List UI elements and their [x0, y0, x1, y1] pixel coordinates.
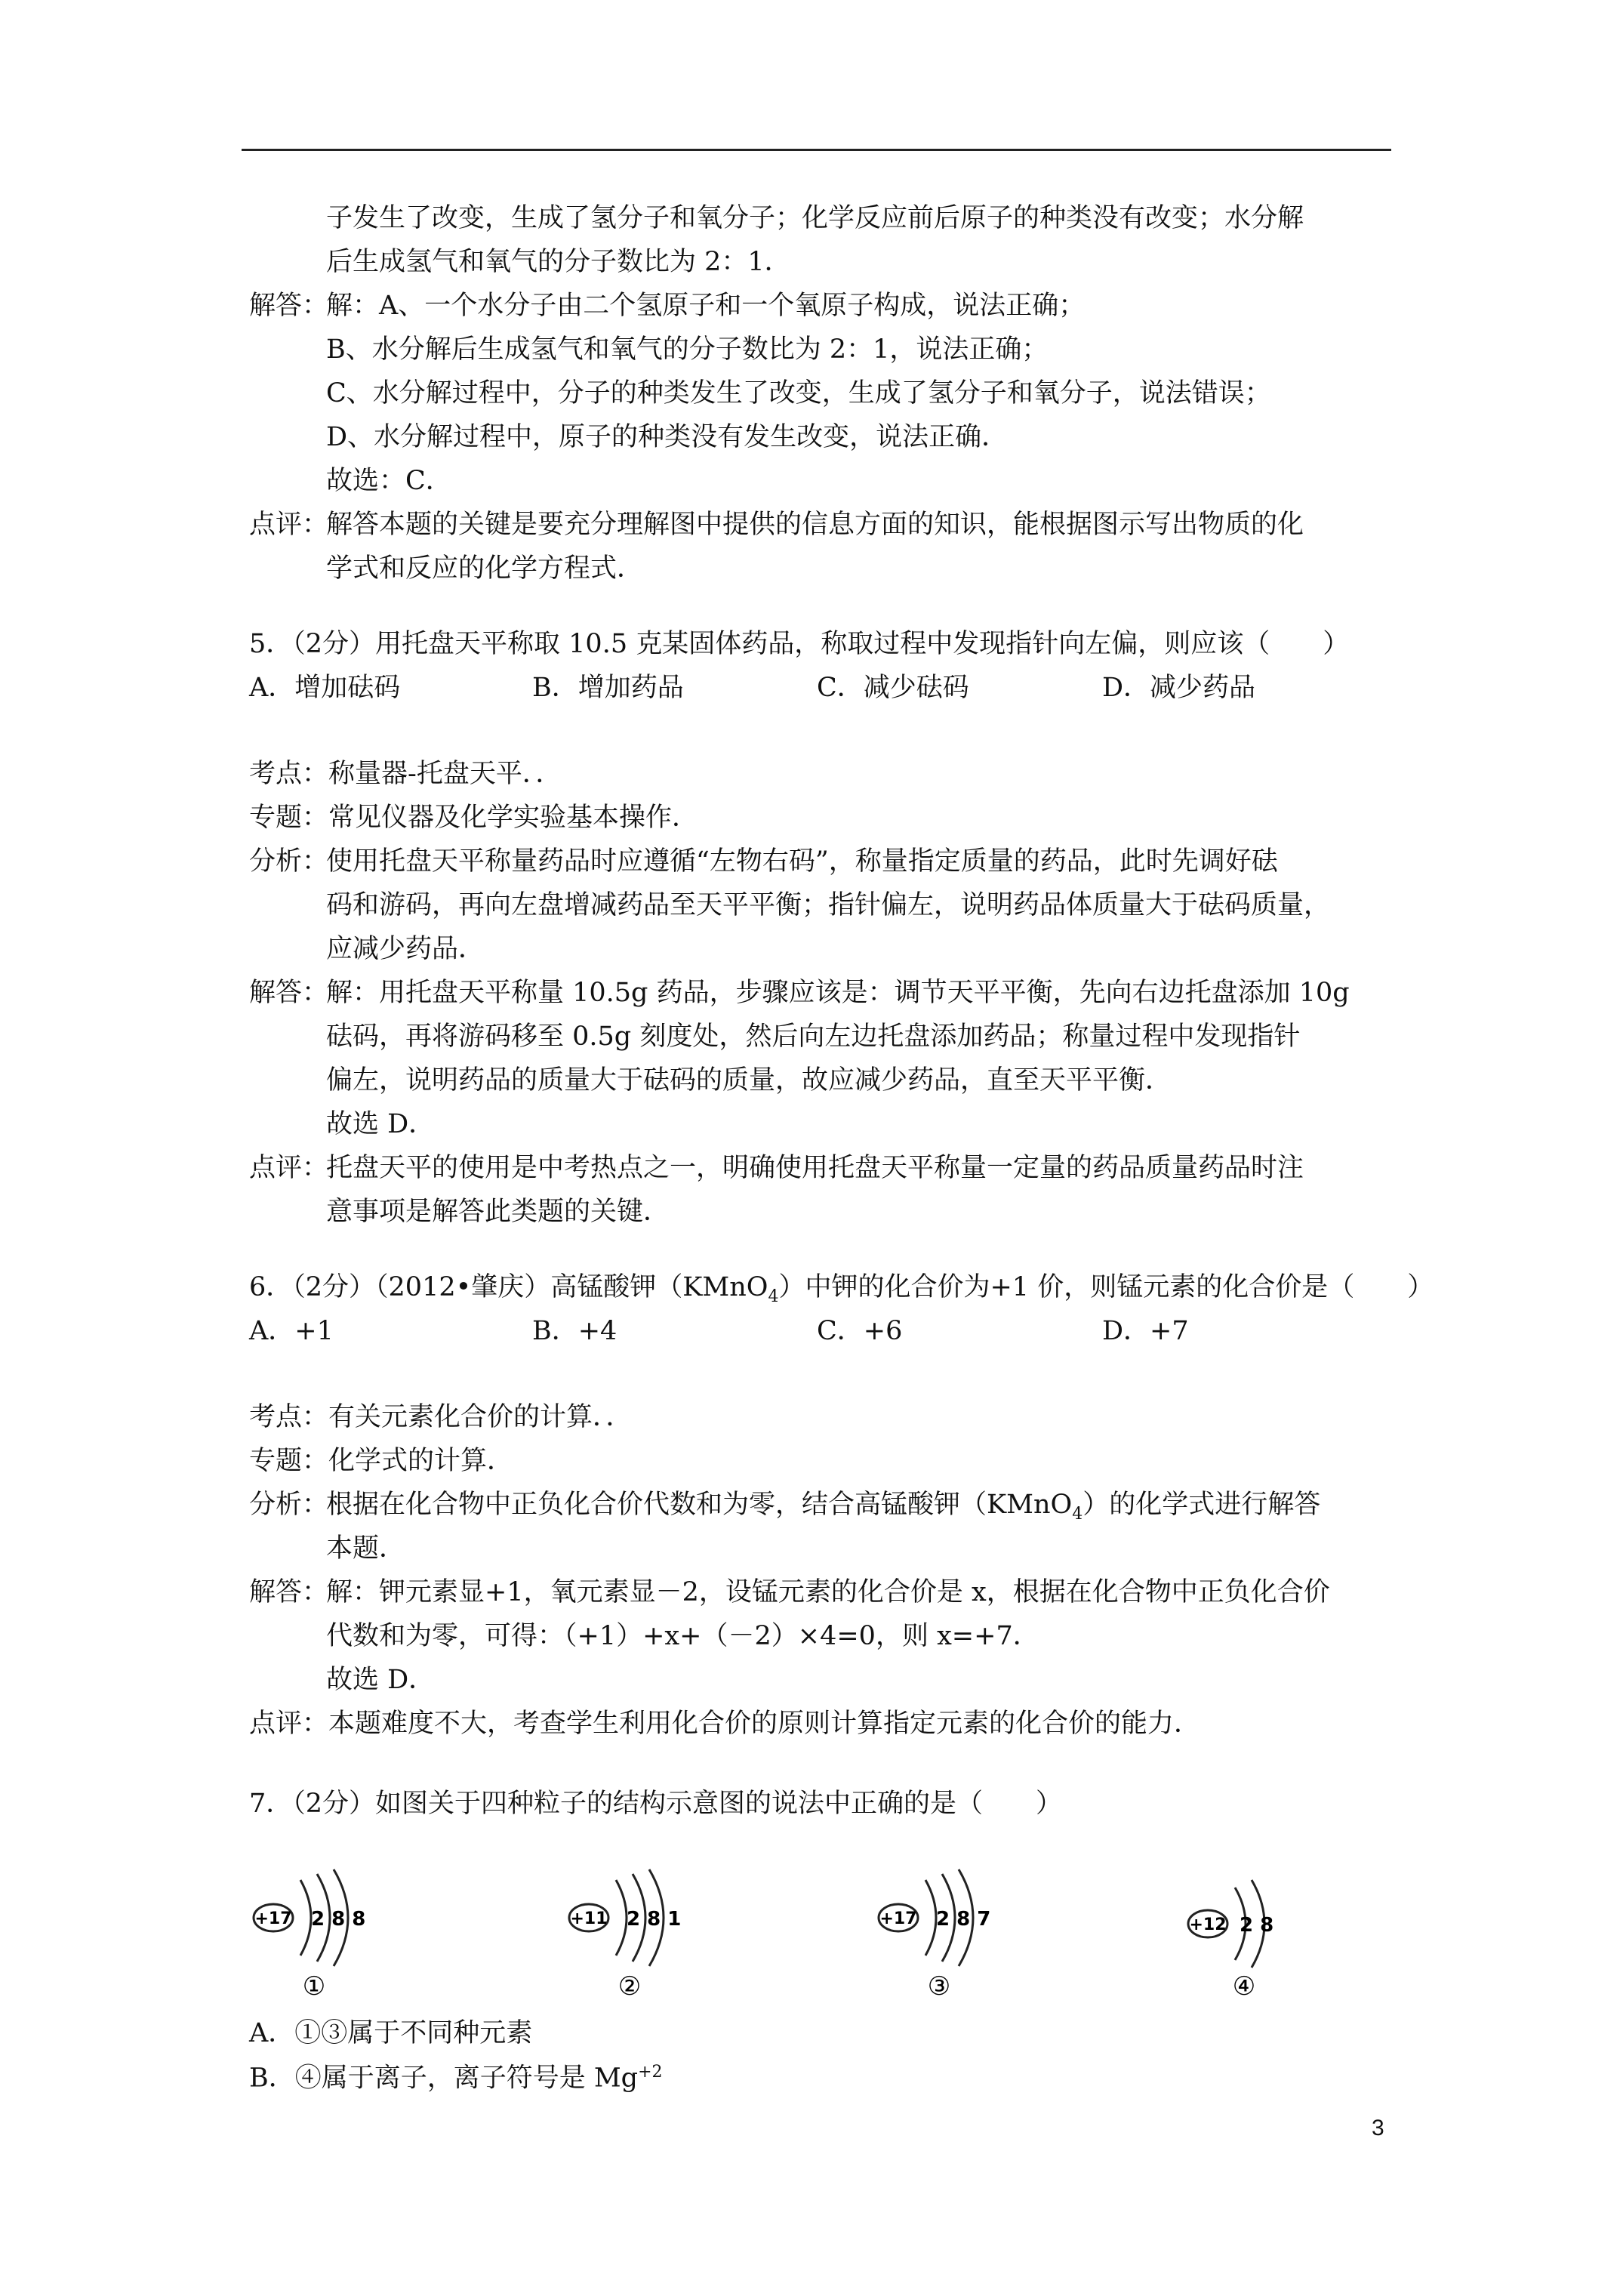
- q5-option-a: A．增加砝码: [249, 673, 401, 703]
- q5-comment-label: 点评：: [249, 1153, 329, 1183]
- q4-answer-choice: 故选：C．: [326, 466, 452, 496]
- electron-shells-4: 2 8: [1240, 1914, 1274, 1937]
- q4-analysis-cont-2: 后生成氢气和氧气的分子数比为 2：1．: [326, 247, 791, 277]
- electron-shells-1: 2 8 8: [311, 1908, 366, 1931]
- q6-kaodian: 考点：有关元素化合价的计算．．: [249, 1402, 633, 1432]
- atom-diagram-3: [874, 1865, 1010, 2001]
- q5-analysis-1: 使用托盘天平称量药品时应遵循“左物右码”，称量指定质量的药品，此时先调好砝: [326, 846, 1278, 877]
- q4-answer-label: 解答：: [249, 291, 329, 321]
- q5-option-d: D．减少药品: [1102, 673, 1256, 703]
- q7-option-a: A．①③属于不同种元素: [249, 2018, 533, 2048]
- q4-answer-a: 解：A、一个水分子由二个氢原子和一个氧原子构成，说法正确；: [326, 291, 1086, 321]
- q4-answer-d: D、水分解过程中，原子的种类没有发生改变，说法正确．: [326, 422, 1009, 452]
- q6-option-c: C．+6: [817, 1316, 903, 1346]
- q6-zhuanti: 专题：化学式的计算．: [249, 1446, 514, 1476]
- q6-analysis-1: 根据在化合物中正负化合价代数和为零，结合高锰酸钾（KMnO$_4$）的化学式进行解答: [326, 1490, 1321, 1524]
- q4-comment-2: 学式和反应的化学方程式．: [326, 553, 644, 584]
- q5-option-b: B．增加药品: [532, 673, 684, 703]
- q5-analysis-2: 码和游码，再向左盘增减药品至天平平衡；指针偏左，说明药品体质量大于砝码质量，: [326, 890, 1331, 920]
- q6-comment: 点评：本题难度不大，考查学生利用化合价的原则计算指定元素的化合价的能力．: [249, 1709, 1201, 1739]
- q5-comment-1: 托盘天平的使用是中考热点之一，明确使用托盘天平称量一定量的药品质量药品时注: [326, 1153, 1304, 1183]
- q7-option-b: B．④属于离子，离子符号是 $Mg^{+2}$: [249, 2063, 663, 2094]
- q6-answer-choice: 故选 D．: [326, 1665, 436, 1695]
- nucleus-charge-2: +11: [570, 1909, 608, 1928]
- q4-answer-b: B、水分解后生成氢气和氧气的分子数比为 2：1，说法正确；: [326, 334, 1049, 365]
- atom-diagram-2: [565, 1865, 701, 2001]
- q5-analysis-label: 分析：: [249, 846, 329, 877]
- q6-option-a: A．+1: [249, 1316, 334, 1346]
- q5-stem: 5．（2分）用托盘天平称取 10.5 克某固体药品，称取过程中发现指针向左偏，则应该（ ）: [249, 629, 1350, 659]
- q4-answer-c: C、水分解过程中，分子的种类发生了改变，生成了氢分子和氧分子，说法错误；: [326, 378, 1271, 408]
- q5-answer-choice: 故选 D．: [326, 1109, 436, 1139]
- q6-option-d: D．+7: [1102, 1316, 1189, 1346]
- q5-answer-2: 砝码，再将游码移至 0.5g 刻度处，然后向左边托盘添加药品；称量过程中发现指针: [326, 1022, 1301, 1052]
- q6-answer-1: 解：钾元素显+1，氧元素显－2，设锰元素的化合价是 x，根据在化合物中正负化合价: [326, 1577, 1330, 1607]
- q6-answer-2: 代数和为零，可得：（+1）+x+（－2）×4=0，则 x=+7．: [326, 1621, 1039, 1651]
- q6-stem: 6．（2分）（2012•肇庆）高锰酸钾（KMnO$_4$）中钾的化合价为+1 价，则锰元素的化合价是（ ）: [249, 1272, 1434, 1306]
- nucleus-charge-1: +17: [254, 1909, 292, 1928]
- q4-comment-label: 点评：: [249, 510, 329, 540]
- q5-zhuanti: 专题：常见仪器及化学实验基本操作．: [249, 803, 699, 833]
- header-rule: [242, 149, 1391, 151]
- q7-stem: 7．（2分）如图关于四种粒子的结构示意图的说法中正确的是（ ）: [249, 1789, 1063, 1819]
- q6-analysis-label: 分析：: [249, 1490, 329, 1520]
- q5-comment-2: 意事项是解答此类题的关键．: [326, 1197, 670, 1227]
- electron-shells-2: 2 8 1: [627, 1908, 682, 1931]
- q4-analysis-cont-1: 子发生了改变，生成了氢分子和氧分子；化学反应前后原子的种类没有改变；水分解: [326, 203, 1304, 233]
- page-number: 3: [1372, 2116, 1384, 2140]
- q4-comment-1: 解答本题的关键是要充分理解图中提供的信息方面的知识，能根据图示写出物质的化: [326, 510, 1304, 540]
- q5-analysis-3: 应减少药品．: [326, 934, 485, 964]
- q5-kaodian: 考点：称量器-托盘天平．．: [249, 759, 562, 789]
- nucleus-charge-4: +12: [1189, 1915, 1227, 1934]
- particle-label-4: ④: [1232, 1971, 1256, 2001]
- electron-shells-3: 2 8 7: [936, 1908, 991, 1931]
- nucleus-charge-3: +17: [879, 1909, 917, 1928]
- particle-label-3: ③: [927, 1971, 951, 2001]
- atom-diagram-1: [249, 1865, 385, 2001]
- q6-analysis-2: 本题．: [326, 1533, 406, 1564]
- particle-label-2: ②: [617, 1971, 642, 2001]
- particle-label-1: ①: [302, 1971, 326, 2001]
- q5-answer-3: 偏左，说明药品的质量大于砝码的质量，故应减少药品，直至天平平衡．: [326, 1065, 1172, 1096]
- q6-answer-label: 解答：: [249, 1577, 329, 1607]
- q5-answer-label: 解答：: [249, 978, 329, 1008]
- q5-answer-1: 解：用托盘天平称量 10.5g 药品，步骤应该是：调节天平平衡，先向右边托盘添加 10g: [326, 978, 1350, 1008]
- q5-option-c: C．减少砝码: [817, 673, 969, 703]
- q6-option-b: B．+4: [532, 1316, 617, 1346]
- atom-diagram-4: [1184, 1865, 1320, 2001]
